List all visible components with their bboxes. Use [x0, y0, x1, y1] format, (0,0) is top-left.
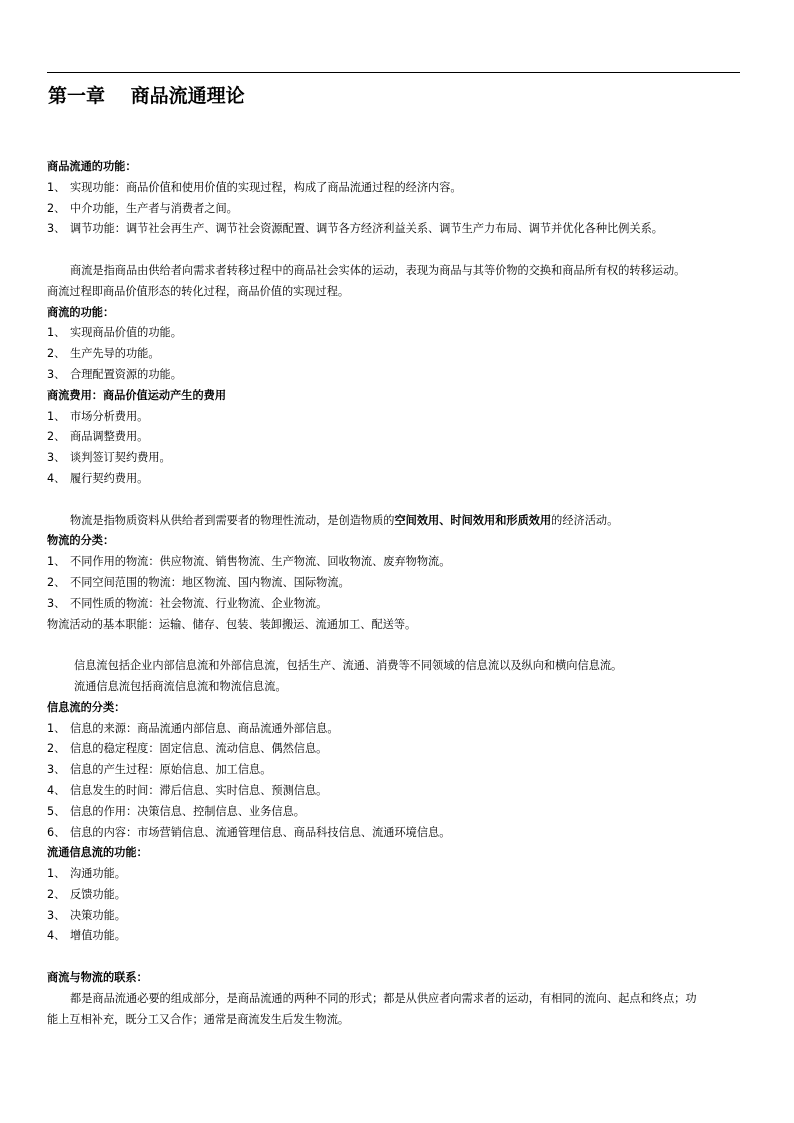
list-text: 市场分析费用。 — [70, 409, 149, 423]
paragraph-line: 信息流包括企业内部信息流和外部信息流，包括生产、流通、消费等不同领域的信息流以及纵向和横向信息流。 — [74, 659, 623, 673]
list-item — [47, 864, 747, 885]
list-number: 1、 — [47, 180, 66, 194]
list-text: 调节功能：调节社会再生产、调节社会资源配置、调节各方经济利益关系、调节生产力布局、调节并优化各种比例关系。 — [70, 222, 663, 236]
paragraph-line: 物流活动的基本职能：运输、储存、包装、装卸搬运、流通加工、配送等。 — [47, 617, 417, 631]
document-body — [47, 157, 747, 1030]
list-item — [47, 199, 747, 220]
list-text: 信息发生的时间：滞后信息、实时信息、预测信息。 — [70, 783, 328, 797]
list-item — [47, 719, 747, 740]
list-number: 5、 — [47, 804, 66, 818]
list-item — [47, 407, 747, 428]
list-number: 3、 — [47, 367, 66, 381]
paragraph-text: 物流是指物质资料从供给者到需要者的物理性流动，是创造物质的 — [70, 513, 395, 527]
list-number: 3、 — [47, 451, 66, 465]
list-text: 增值功能。 — [70, 929, 126, 943]
list-number: 2、 — [47, 742, 66, 756]
list-item — [47, 760, 747, 781]
list-item — [47, 365, 747, 386]
list-number: 3、 — [47, 596, 66, 610]
list-item — [47, 823, 747, 844]
list-text: 商品调整费用。 — [70, 430, 149, 444]
list-text: 信息的产生过程：原始信息、加工信息。 — [70, 763, 272, 777]
list-item — [47, 219, 747, 240]
list-item — [47, 885, 747, 906]
list-number: 1、 — [47, 409, 66, 423]
spacer — [47, 240, 747, 261]
paragraph-line: 能上互相补充，既分工又合作；通常是商流发生后发生物流。 — [47, 1012, 350, 1026]
list-item — [47, 552, 747, 573]
list-item — [47, 448, 747, 469]
list-item — [47, 781, 747, 802]
list-item — [47, 926, 747, 947]
list-item — [47, 469, 747, 490]
list-text: 不同空间范围的物流：地区物流、国内物流、国际物流。 — [70, 575, 350, 589]
list-text: 履行契约费用。 — [70, 471, 149, 485]
spacer — [47, 635, 747, 656]
list-text: 信息的作用：决策信息、控制信息、业务信息。 — [70, 804, 305, 818]
paragraph-line: 都是商品流通必要的组成部分，是商品流通的两种不同的形式；都是从供应者向需求者的运动，有相同的流向、起点和终点；功 — [70, 991, 697, 1005]
list-number: 4、 — [47, 783, 66, 797]
list-number: 6、 — [47, 825, 66, 839]
paragraph-line — [47, 511, 747, 532]
list-text: 生产先导的功能。 — [70, 347, 160, 361]
list-number: 1、 — [47, 326, 66, 340]
list-text: 信息的来源：商品流通内部信息、商品流通外部信息。 — [70, 721, 339, 735]
section-heading: 物流的分类： — [47, 534, 115, 548]
list-text: 中介功能，生产者与消费者之间。 — [70, 201, 238, 215]
list-number: 2、 — [47, 347, 66, 361]
bold-term: 空间效用 — [394, 513, 440, 527]
spacer — [47, 490, 747, 511]
list-item — [47, 427, 747, 448]
separator: 、 — [439, 513, 451, 527]
list-text: 实现功能：商品价值和使用价值的实现过程，构成了商品流通过程的经济内容。 — [70, 180, 462, 194]
list-item — [47, 178, 747, 199]
spacer — [47, 947, 747, 968]
section-heading: 商流的功能： — [47, 305, 115, 319]
list-number: 2、 — [47, 430, 66, 444]
list-text: 决策功能。 — [70, 908, 126, 922]
section-heading: 商品流通的功能： — [47, 160, 137, 173]
bold-term: 时间效用 — [450, 513, 496, 527]
list-number: 3、 — [47, 222, 66, 236]
list-text: 实现商品价值的功能。 — [70, 326, 182, 340]
paragraph-text: 的经济活动。 — [551, 513, 619, 527]
list-item — [47, 739, 747, 760]
chapter-title: 第一章 商品流通理论 — [48, 85, 245, 107]
section-heading: 流通信息流的功能： — [47, 846, 148, 860]
list-item — [47, 344, 747, 365]
list-number: 4、 — [47, 471, 66, 485]
list-item — [47, 594, 747, 615]
bold-term: 形质效用 — [506, 513, 552, 527]
list-number: 1、 — [47, 721, 66, 735]
section-heading: 信息流的分类： — [47, 700, 126, 714]
list-number: 3、 — [47, 763, 66, 777]
list-text: 信息的内容：市场营销信息、流通管理信息、商品科技信息、流通环境信息。 — [70, 825, 451, 839]
section-heading: 商流与物流的联系： — [47, 971, 148, 985]
list-text: 不同性质的物流：社会物流、行业物流、企业物流。 — [70, 596, 328, 610]
section-heading: 商流费用：商品价值运动产生的费用 — [47, 388, 227, 402]
list-number: 4、 — [47, 929, 66, 943]
header-rule — [47, 72, 740, 73]
list-text: 反馈功能。 — [70, 887, 126, 901]
list-number: 1、 — [47, 867, 66, 881]
list-number: 1、 — [47, 555, 66, 569]
list-item — [47, 802, 747, 823]
list-item — [47, 906, 747, 927]
list-text: 信息的稳定程度：固定信息、流动信息、偶然信息。 — [70, 742, 328, 756]
list-text: 谈判签订契约费用。 — [70, 451, 171, 465]
list-text: 合理配置资源的功能。 — [70, 367, 182, 381]
list-text: 不同作用的物流：供应物流、销售物流、生产物流、回收物流、废弃物物流。 — [70, 555, 451, 569]
paragraph-line: 流通信息流包括商流信息流和物流信息流。 — [74, 679, 287, 693]
list-number: 3、 — [47, 908, 66, 922]
list-item — [47, 573, 747, 594]
paragraph-line: 商流过程即商品价值形态的转化过程，商品价值的实现过程。 — [47, 284, 350, 298]
paragraph-line: 商流是指商品由供给者向需求者转移过程中的商品社会实体的运动，表现为商品与其等价物的交换和商品所有权的转移运动。 — [70, 263, 686, 277]
list-number: 2、 — [47, 887, 66, 901]
separator: 和 — [495, 513, 507, 527]
list-item — [47, 323, 747, 344]
list-number: 2、 — [47, 575, 66, 589]
list-text: 沟通功能。 — [70, 867, 126, 881]
list-number: 2、 — [47, 201, 66, 215]
